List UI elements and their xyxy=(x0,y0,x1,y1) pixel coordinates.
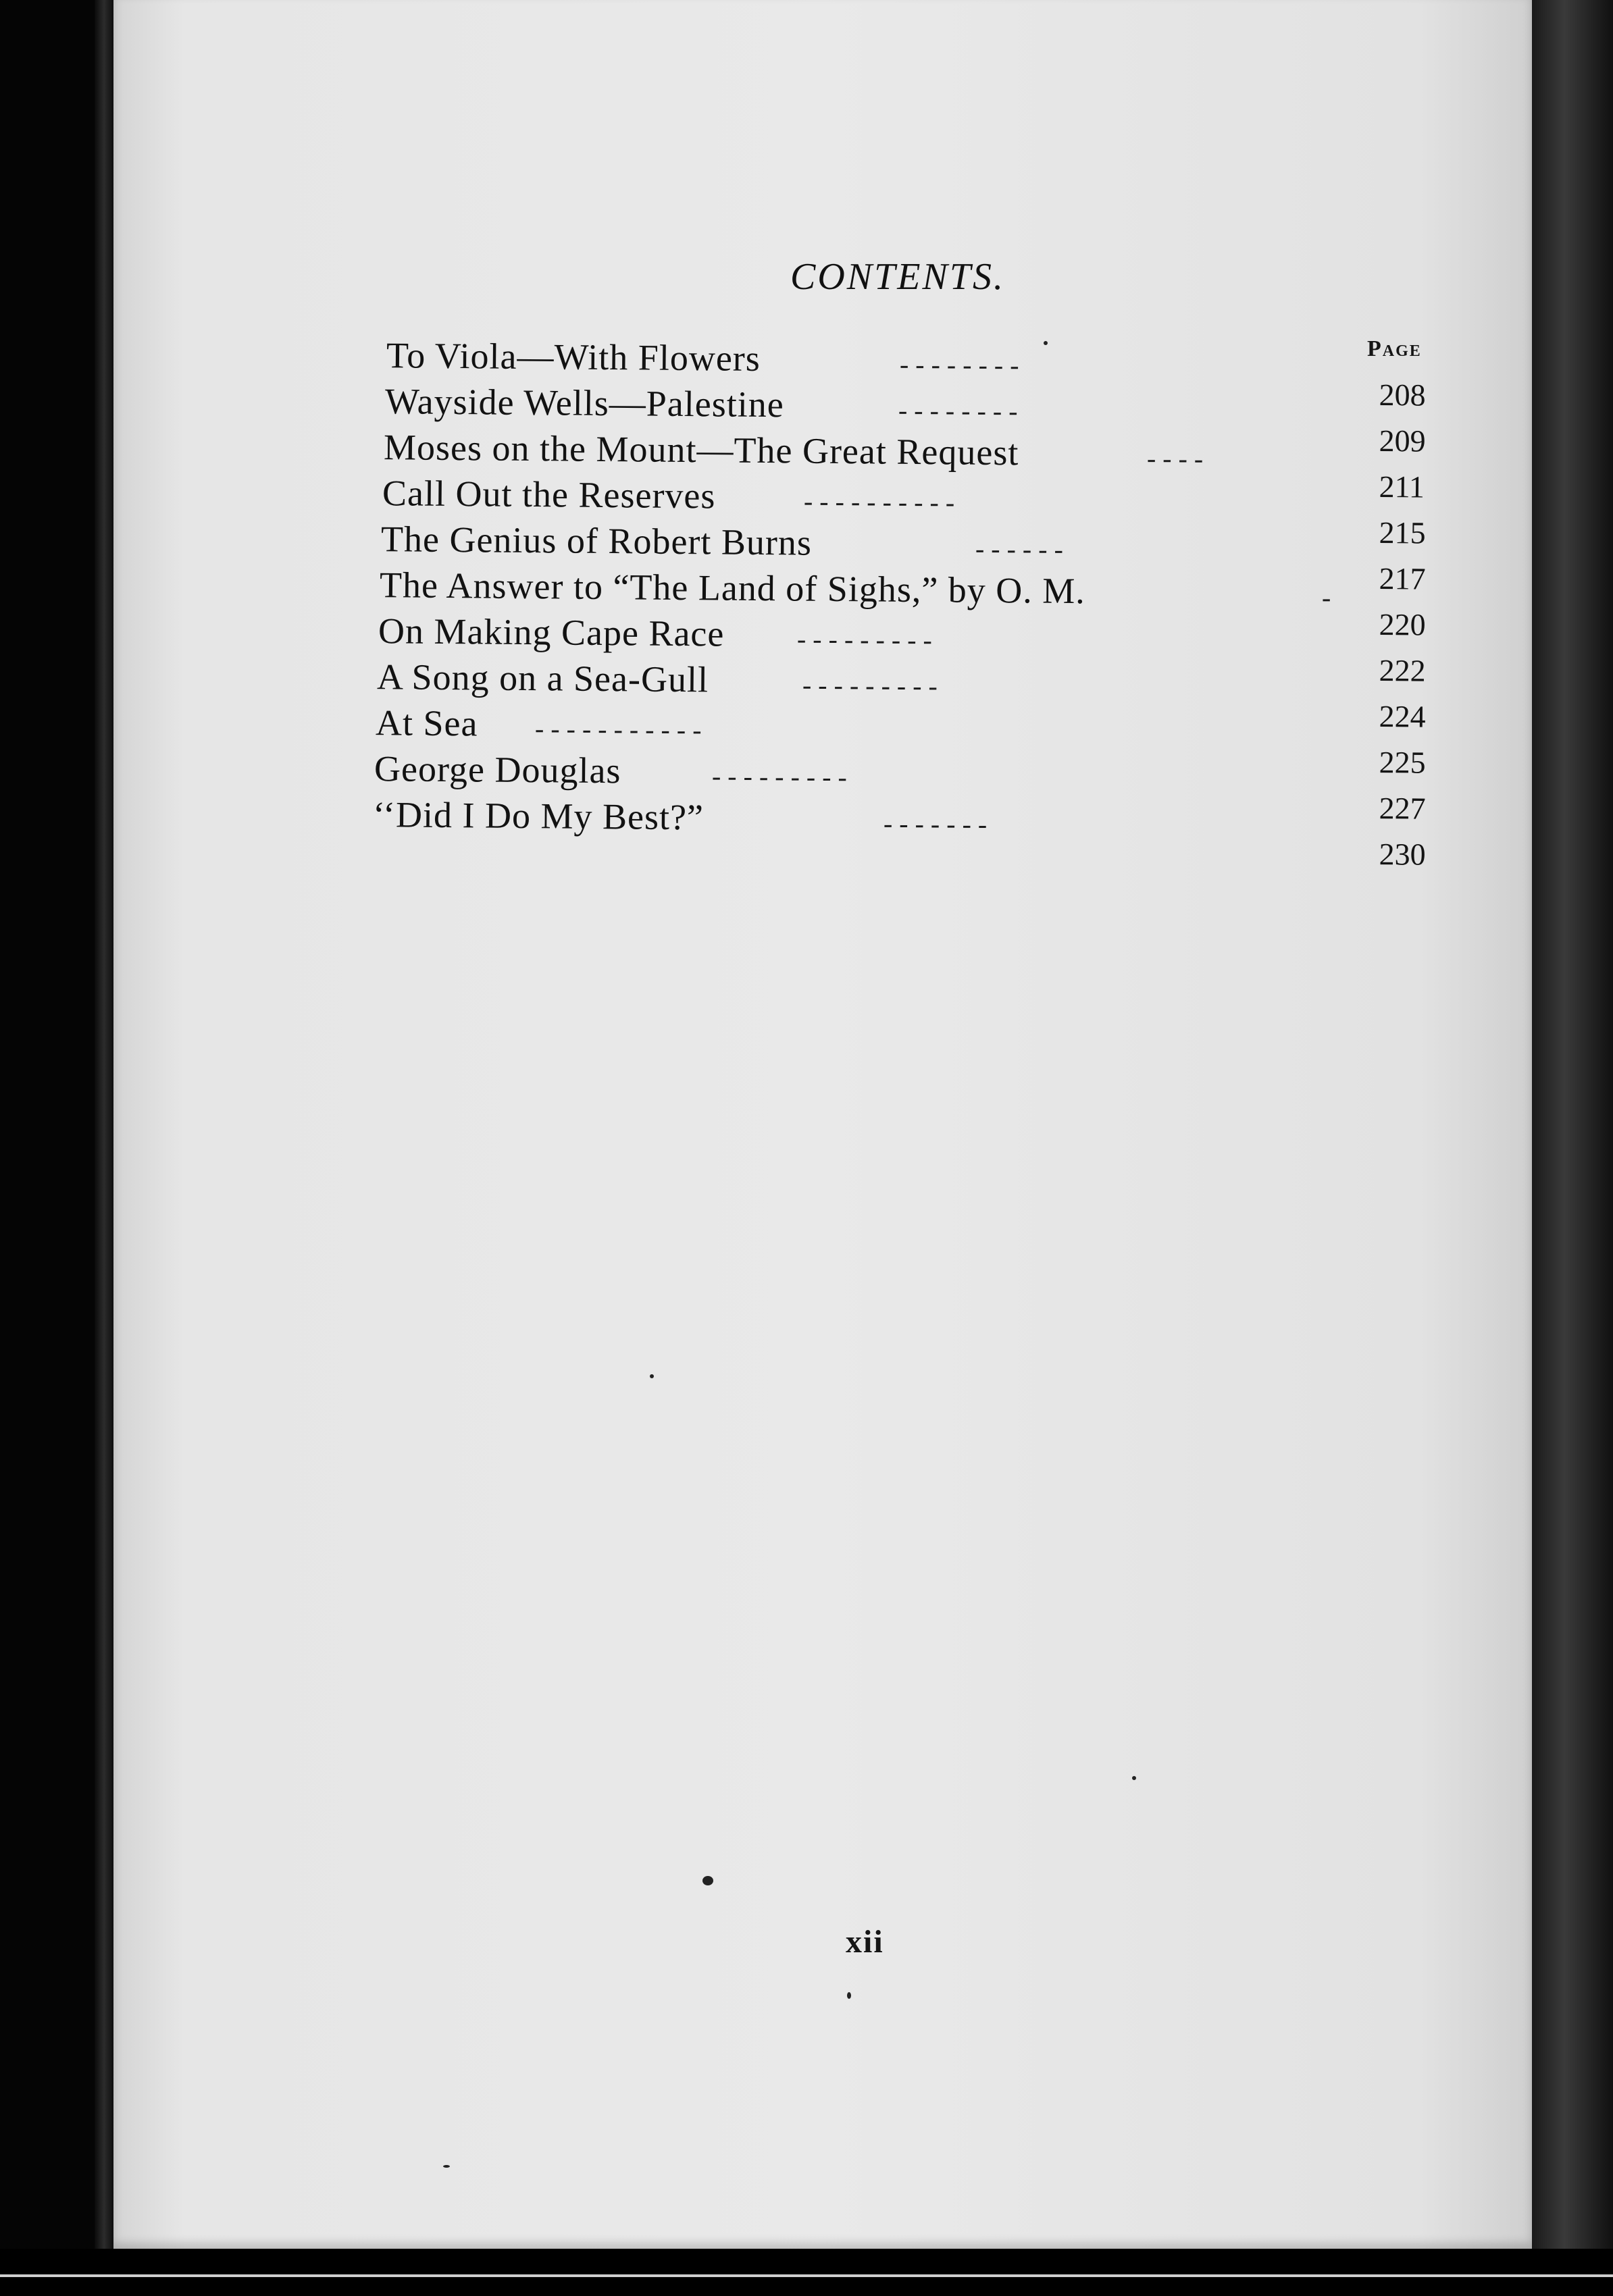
toc-entry-title: The Genius of Robert Burns xyxy=(380,519,813,563)
toc-entry-title: At Sea xyxy=(375,702,478,744)
dust-speck xyxy=(650,1374,654,1378)
toc-entry-leader: - - - - - - xyxy=(975,533,1064,565)
scan-bottom-rule xyxy=(0,2274,1613,2277)
dust-speck xyxy=(1044,341,1048,345)
toc-entry-leader: - - - - - - - - xyxy=(899,348,1019,381)
toc-entry-page: 220 xyxy=(1379,607,1426,642)
toc-entry-page: 227 xyxy=(1379,791,1426,826)
toc-entry-page: 222 xyxy=(1379,653,1426,688)
toc-entry-title: The Answer to “The Land of Sighs,” by O. M. xyxy=(379,565,1086,612)
table-of-contents xyxy=(0,0,1532,945)
toc-entry-leader: - - - - - - - xyxy=(883,808,988,840)
toc-entry-leader: - - - - - - - - - - - xyxy=(534,713,702,746)
dust-speck xyxy=(847,1992,851,1999)
toc-entry-page: 224 xyxy=(1379,699,1426,734)
scan-bottom-band xyxy=(0,2249,1613,2296)
dust-speck xyxy=(443,2165,450,2168)
toc-entry-page: 211 xyxy=(1379,469,1425,504)
toc-entry-leader: - - - - - - - - - xyxy=(796,623,933,656)
toc-entry-leader: - - - - - - - - - - xyxy=(803,486,955,518)
toc-entry-title: George Douglas xyxy=(374,748,621,791)
toc-entry-page: 230 xyxy=(1379,837,1426,872)
toc-entry-page: 208 xyxy=(1379,377,1426,413)
toc-entry-page: 225 xyxy=(1379,745,1426,780)
toc-entry-page: 217 xyxy=(1379,561,1426,596)
dust-speck xyxy=(702,1876,713,1885)
toc-entry-leader: - - - - - - - - - xyxy=(711,760,848,793)
toc-entry-title: Moses on the Mount—The Great Request xyxy=(383,427,1019,473)
toc-entry-leader: - - - - - - - - - xyxy=(802,669,938,702)
toc-entry-title: ‘‘Did I Do My Best?” xyxy=(372,794,705,838)
toc-entry-title: Call Out the Reserves xyxy=(382,473,716,517)
toc-entry-page: 209 xyxy=(1379,423,1426,459)
contents-heading: CONTENTS. xyxy=(790,256,1005,298)
toc-entry-title: To Viola—With Flowers xyxy=(386,335,761,379)
toc-entry-leader: - xyxy=(1321,582,1331,613)
toc-entry-title: A Song on a Sea-Gull xyxy=(376,656,709,700)
toc-entry-title: On Making Cape Race xyxy=(378,610,725,654)
toc-entry-leader: - - - - xyxy=(1146,442,1204,474)
toc-entry-title: Wayside Wells—Palestine xyxy=(384,381,785,425)
page-column-label: Page xyxy=(1367,336,1422,361)
toc-entry-page: 215 xyxy=(1379,515,1426,550)
toc-entry xyxy=(372,793,1613,872)
dust-speck xyxy=(1132,1776,1136,1780)
toc-entry-leader: - - - - - - - - xyxy=(898,394,1018,427)
page-folio: xii xyxy=(846,1924,884,1960)
